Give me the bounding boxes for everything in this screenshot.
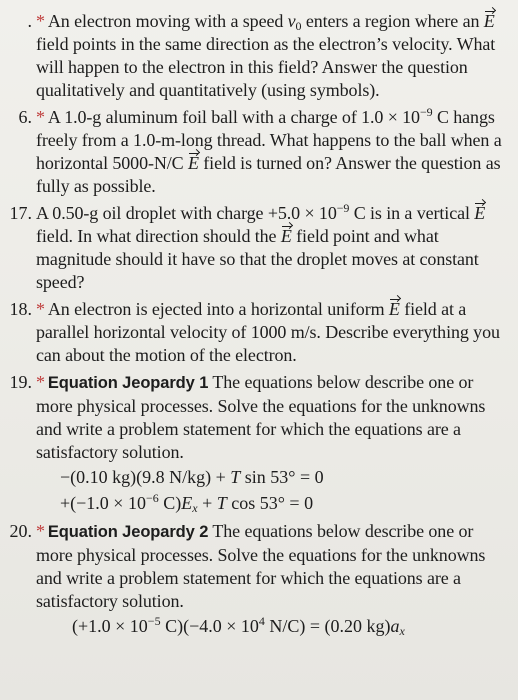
equation bbox=[60, 464, 506, 490]
star-marker: * bbox=[36, 11, 45, 31]
text-run: An electron is ejected into a horizontal uniform bbox=[47, 299, 389, 319]
problem-number: . bbox=[27, 11, 32, 31]
text-run: x bbox=[399, 624, 405, 638]
text-run: The equations below describe one or more physical processes. Solve the equations for the unknowns and write a problem statement for which the equations are a satisfactory solution. bbox=[36, 372, 486, 462]
problem-text bbox=[36, 202, 506, 294]
problem-text bbox=[36, 520, 506, 613]
star-marker: * bbox=[36, 521, 45, 541]
text-run: T bbox=[216, 493, 227, 513]
text-run: field. In what direction should the bbox=[36, 226, 281, 246]
problem-text bbox=[36, 371, 506, 464]
vector-symbol: E bbox=[474, 203, 486, 223]
text-run: field at a parallel horizontal velocity of 1000 m/s. Describe everything you can about the motion of the electron. bbox=[36, 299, 500, 365]
text-run: enters a region where an bbox=[301, 11, 484, 31]
text-run: 4 bbox=[258, 614, 265, 628]
text-run: C)(−4.0 × 10 bbox=[160, 616, 259, 636]
text-run: + bbox=[197, 493, 217, 513]
text-run: (+1.0 × 10 bbox=[72, 616, 148, 636]
equation bbox=[72, 613, 506, 639]
problem-text bbox=[36, 106, 506, 198]
text-run: C) bbox=[158, 493, 182, 513]
text-run: v bbox=[287, 11, 296, 31]
text-run: −9 bbox=[419, 105, 433, 119]
problem-item bbox=[0, 202, 506, 294]
problem-text bbox=[36, 298, 506, 367]
text-run: field point and what magnitude should it have so that the droplet moves at constant speed? bbox=[36, 226, 479, 292]
problem-number: 19. bbox=[9, 372, 32, 392]
text-run: a bbox=[390, 616, 400, 636]
star-marker: * bbox=[36, 299, 45, 319]
text-run: −6 bbox=[145, 491, 159, 505]
problem-number: 18. bbox=[9, 299, 32, 319]
problem-heading: Equation Jeopardy 1 bbox=[47, 374, 209, 392]
text-run: +(−1.0 × 10 bbox=[60, 493, 146, 513]
vector-symbol: E bbox=[388, 299, 400, 319]
text-run: N/C) = (0.20 kg) bbox=[264, 616, 391, 636]
problem-item bbox=[0, 10, 506, 102]
equation bbox=[60, 490, 506, 516]
star-marker: * bbox=[36, 107, 45, 127]
text-run: T bbox=[230, 467, 241, 487]
star-marker: * bbox=[36, 372, 45, 392]
problem-item bbox=[0, 298, 506, 367]
text-run: −9 bbox=[336, 201, 350, 215]
text-run: The equations below describe one or more physical processes. Solve the equations for the unknowns and write a problem statement for which the equations are a satisfactory solution. bbox=[36, 521, 486, 611]
text-run: A 0.50-g oil droplet with charge +5.0 × 10 bbox=[36, 203, 337, 223]
problem-number: 20. bbox=[9, 521, 32, 541]
text-run: x bbox=[192, 501, 198, 515]
text-run: A 1.0-g aluminum foil ball with a charge of 1.0 × 10 bbox=[47, 107, 420, 127]
text-run: −5 bbox=[147, 614, 161, 628]
text-run: C hangs freely from a 1.0-m-long thread. What happens to the ball when a horizontal 5000-N/C bbox=[36, 107, 502, 173]
problem-item bbox=[0, 371, 506, 516]
problem-heading: Equation Jeopardy 2 bbox=[47, 523, 209, 541]
text-run: C is in a vertical bbox=[349, 203, 475, 223]
vector-symbol: E bbox=[187, 153, 199, 173]
text-run: sin 53° = 0 bbox=[240, 467, 324, 487]
text-run: −(0.10 kg)(9.8 N/kg) + bbox=[60, 467, 231, 487]
vector-symbol: E bbox=[280, 226, 292, 246]
text-run: field is turned on? Answer the question as fully as possible. bbox=[36, 153, 501, 196]
problem-item bbox=[0, 106, 506, 198]
problem-text bbox=[36, 10, 506, 102]
text-run: E bbox=[181, 493, 193, 513]
problem-number: 17. bbox=[9, 203, 32, 223]
text-run: cos 53° = 0 bbox=[226, 493, 314, 513]
problem-number: 6. bbox=[18, 107, 32, 127]
text-run: field points in the same direction as the electron’s velocity. What will happen to the electron in this field? Answer the question qualitatively and quantitatively (using symbols). bbox=[36, 34, 496, 100]
text-run: An electron moving with a speed bbox=[47, 11, 288, 31]
vector-symbol: E bbox=[483, 11, 495, 31]
problem-item bbox=[0, 520, 506, 639]
text-run: 0 bbox=[295, 19, 302, 33]
